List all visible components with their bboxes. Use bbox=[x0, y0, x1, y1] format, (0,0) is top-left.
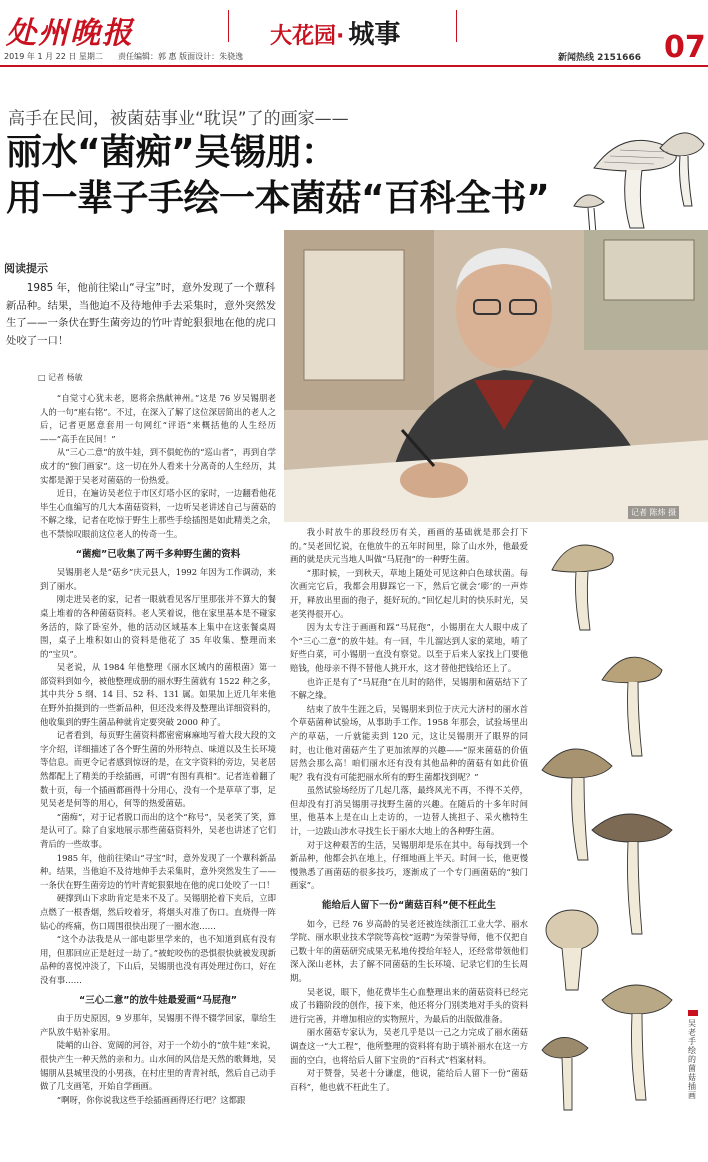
lead-text: 1985 年，他前往梁山“寻宝”时，意外发现了一个蕈科新品种。结果，当他迫不及待地伸手去采集时，意外突然发生了——一条伏在野生菌旁边的竹叶青蛇狠狠地在他的虎口处咬了一口！ bbox=[6, 282, 277, 347]
article-column-1 bbox=[40, 392, 276, 1162]
kicker: 高手在民间，被菌菇事业“耽误”了的画家—— bbox=[8, 109, 349, 129]
portrait-illustration bbox=[284, 230, 708, 522]
photo-caption: 记者 陈炜 摄 bbox=[628, 506, 679, 519]
illustration-caption-text: 吴老手绘的菌菇插画 bbox=[688, 1019, 696, 1100]
paragraph: 也许正是有了“马屁孢”在儿时的陪伴，吴锡朋和菌菇结下了不解之缘。 bbox=[290, 676, 528, 701]
page-number: 07 bbox=[664, 30, 706, 65]
paragraph: 近日，在遍访吴老位于市区灯塔小区的家时，一边翻看他花毕生心血编写的几大本菌菇资料，一边听吴老讲述自己与菌菇的不解之缘，记者在吃惊于野生上那些手绘插图是如此精美之余，也不禁惊叹眼前这位老人的传奇一生。 bbox=[40, 488, 276, 539]
section-label: 大花园· bbox=[270, 24, 345, 49]
paragraph: 对于这种艰苦的生活，吴锡朋却是乐在其中。每每找到一个新品种，他都会扒在地上，仔细地画上半天。时间一长，他更慢慢熟悉了画菌菇的很多技巧，逐渐成了一个专门画菌菇的“独门画家”。 bbox=[290, 839, 528, 891]
editor-credits: 责任编辑：郭 惠 版面设计：朱骁逸 bbox=[118, 52, 244, 61]
paragraph: “菌痴”，对于记者脱口而出的这个“称号”，吴老笑了笑，算是认可了。除了自家地展示那些菌菇资料外，吴老也讲述了它们背后的一些故事。 bbox=[40, 811, 276, 849]
paragraph: 刚走进吴老的家，记者一眼就看见客厅里那张并不算大的餐桌上堆着的各种菌菇资料。老人笑着说，他在家里基本是不碰家务活的，除了卧室外，他的活动区域基本上集中在这张餐桌周围，桌子上堆积如山的资料是他花了 35 年收集、整理而来的“宝贝”。 bbox=[40, 594, 276, 659]
masthead bbox=[0, 0, 708, 65]
section-label-bold: 城事 bbox=[348, 20, 401, 50]
portrait-photo bbox=[284, 230, 708, 522]
caption-marker bbox=[688, 1010, 698, 1016]
paragraph: 硬撑到山下求助肯定是来不及了。吴锡朋抡着下夹后，立即点燃了一根香烟，然后咬着牙，将烟头对准了伤口。直烧得一阵钻心的疼痛，伤口周围很快出现了一圈水泡…… bbox=[40, 893, 276, 931]
newspaper-logo: 处州晚报 bbox=[6, 16, 134, 51]
paragraph: “啊呀，你你说我这些手绘插画画得还行吧？这都跟 bbox=[56, 1094, 246, 1105]
headline bbox=[6, 130, 549, 222]
paragraph: 吴锡朋老人是“菇乡”庆元县人，1992 年因为工作调动，来到了丽水。 bbox=[40, 567, 276, 591]
paragraph: 吴老说，眼下，他花费毕生心血整理出来的菌菇资料已经完成了书籍阶段的创作，接下来，他还将分门别类地对手头的资料进行完善，并增加相应的实物照片，为最后的出版做准备。 bbox=[290, 986, 528, 1024]
subheading: “菌痴”已收集了两千多种野生菌的资料 bbox=[75, 548, 241, 560]
paragraph: “那时候，一到秋天，草地上随处可见这种白色球状菌。每次画完它后，我都会用脚踩它一下，然后它就会‘嘭’的一声炸开，释放出里面的孢子，挺好玩的。”回忆起儿时的快乐时光，吴老笑得很开心。 bbox=[290, 567, 528, 619]
paragraph: “这个办法我是从一部电影里学来的，也不知道到底有没有用，但那回应正是赶过一劫了。”被蛇咬伤的恐惧很快就被发现新品种的喜悦冲淡了，下山后，吴锡朋也没有再处理过伤口，好在没有事…… bbox=[40, 934, 276, 985]
subheading: “三心二意”的放牛娃最爱画“马屁孢” bbox=[79, 994, 237, 1006]
paragraph: 陡峭的山谷、宽阔的河谷，对于一个幼小的“放牛娃”来说，很快产生一种天然的亲和力。山水间的风信是天然的歌舞地，吴锡朋从县城里没的小男孩，在村庄里的青青衬纸，然后自己动手做了几支画笔，开始自学画画。 bbox=[40, 1040, 276, 1092]
article-column-2 bbox=[290, 526, 528, 1162]
section-name bbox=[270, 14, 400, 51]
paragraph: 我小时放牛的那段经历有关，画画的基础就是那会打下的。”吴老回忆说，在他放牛的五年时间里，除了山水外，他最爱画的就是庆元当地人叫做“马屁孢”的一种野生菌。 bbox=[290, 527, 528, 565]
paragraph: 虽然试验场经历了几起几落，最终风光不再，不得不关停，但却没有打消吴锡朋寻找野生菌的兴趣。在随后的十多年时间里，他基本上是在山上走访的，一边替人挑担子、采火樵特生计，一边跋山涉水寻找生长于丽水大地上的各种野生菌。 bbox=[290, 785, 528, 837]
byline: □ 记者 杨敏 bbox=[38, 373, 83, 382]
headline-line-2: 用一辈子手绘一本菌菇“百科全书” bbox=[6, 178, 550, 219]
paragraph: 吴老说，从 1984 年他整理《丽水区域内的菌根菌》第一部资料到如今，被他整理成册的丽水野生菌就有 1522 种之多，其中共分 5 纲、14 目、52 科、131 属。如果加上近几年来他在野外拍摄到的一些新品种，但还没来得及整理出详细资料的，他收集到的野生菌品种就肯定要突破 2000 种了。 bbox=[40, 662, 276, 727]
section-divider-left bbox=[228, 10, 229, 42]
paragraph: “自觉寸心犹未老，愿将余热献神州。”这是 76 岁吴锡朋老人的一句“座右铭”。不过，在深入了解了这位深居简出的老人之后，记者更愿意套用一句网红“评语”来概括他的人生经历——“高手在民间！” bbox=[40, 393, 276, 444]
paragraph: 结束了放牛生涯之后，吴锡朋来到位于庆元大济村的丽水首个草菇菌种试验场，从事助手工作。1958 年那会，试验场里出产的草菇，一斤就能卖到 120 元，这让吴锡朋开了眼界的同时，也让他对菌菇产生了更加浓厚的兴趣——“原来菌菇的价值居然会那么高！咱们丽水还有没有其他品种的菌菇有如此价值呢？我有没有可能把丽水所有的野生菌都找到呢？” bbox=[290, 703, 528, 782]
section-divider-right bbox=[456, 10, 457, 42]
headline-line-1: 丽水“菌痴”吴锡朋： bbox=[6, 132, 337, 173]
paragraph: 丽水菌菇专家认为，吴老几乎是以一己之力完成了丽水菌菇调查这一“大工程”，他所整理的资料将有助于填补丽水在这一方面的空白，也将给后人留下宝贵的“百科式”档案材料。 bbox=[290, 1027, 528, 1065]
paragraph: 由于历史原因，9 岁那年，吴锡朋不得不辍学回家，靠给生产队放牛贴补家用。 bbox=[40, 1013, 276, 1037]
paragraph: 从“三心二意”的放牛娃，到不俱蛇伤的“巡山者”，再到自学成才的“独门画家”。这一切在外人看来十分离奇的人生经历，其实都是源于吴老对菌菇的一份热爱。 bbox=[40, 447, 276, 485]
issue-date: 2019 年 1 月 22 日 星期二 bbox=[4, 52, 103, 61]
news-hotline: 新闻热线 2151666 bbox=[558, 53, 641, 63]
paragraph: 如今，已经 76 岁高龄的吴老还被连续浙江工业大学、丽水学院、丽水职业技术学院等高校“返聘”为荣誉导师，他不仅把自己数十年的菌菇研究成果无私地传授给年轻人，还经常带领他们深入深山老林，去了解不同菌菇的生长环境、记录它们的生长周期。 bbox=[290, 918, 528, 983]
mushroom-illustrations-icon bbox=[532, 530, 682, 1150]
mushroom-sketch-icon bbox=[564, 110, 708, 240]
paragraph: 1985 年，他前往梁山“寻宝”时，意外发现了一个蕈科新品种。结果，当他迫不及待地伸手去采集时，意外突然发生了——一条伏在野生菌旁边的竹叶青蛇狠狠地在他的虎口处咬了一口！ bbox=[40, 852, 276, 890]
info-bar bbox=[0, 49, 660, 63]
paragraph: 记者看到，每页野生菌资料都密密麻麻地写着大段大段的文字介绍，详细描述了各个野生菌的外形特点、味道以及生长环境等信息。而更令记者感到惊讶的是，在文字资料的旁边，吴老居然都配上了精美的手绘插画，可谓“有图有真相”。记者连着翻了数十页，每一个插画都画得十分用心，没有一个是草草了事，足见吴老是何等的用心，何等的热爱菌菇。 bbox=[40, 730, 276, 809]
lead-title: 阅读提示 bbox=[4, 262, 48, 275]
subheading: 能给后人留下一份“菌菇百科”便不枉此生 bbox=[322, 900, 496, 912]
illustration-caption bbox=[688, 1010, 702, 1100]
masthead-rule bbox=[0, 65, 708, 67]
paragraph: 因为太专注于画画和踩“马屁孢”，小锡朋在大人眼中成了个“三心二意”的放牛娃。有一回，牛儿溜达到人家的菜地，啃了好些白菜，可小锡朋一直没有察觉。以至于后来人家找上门要他赔钱，他母亲不得不替他人挑开水，这才替他把钱给还上了。 bbox=[290, 622, 528, 673]
paragraph: 对于赞誉，吴老十分谦虚，他说，能给后人留下一份“菌菇百科”，他也就不枉此生了。 bbox=[290, 1068, 528, 1092]
